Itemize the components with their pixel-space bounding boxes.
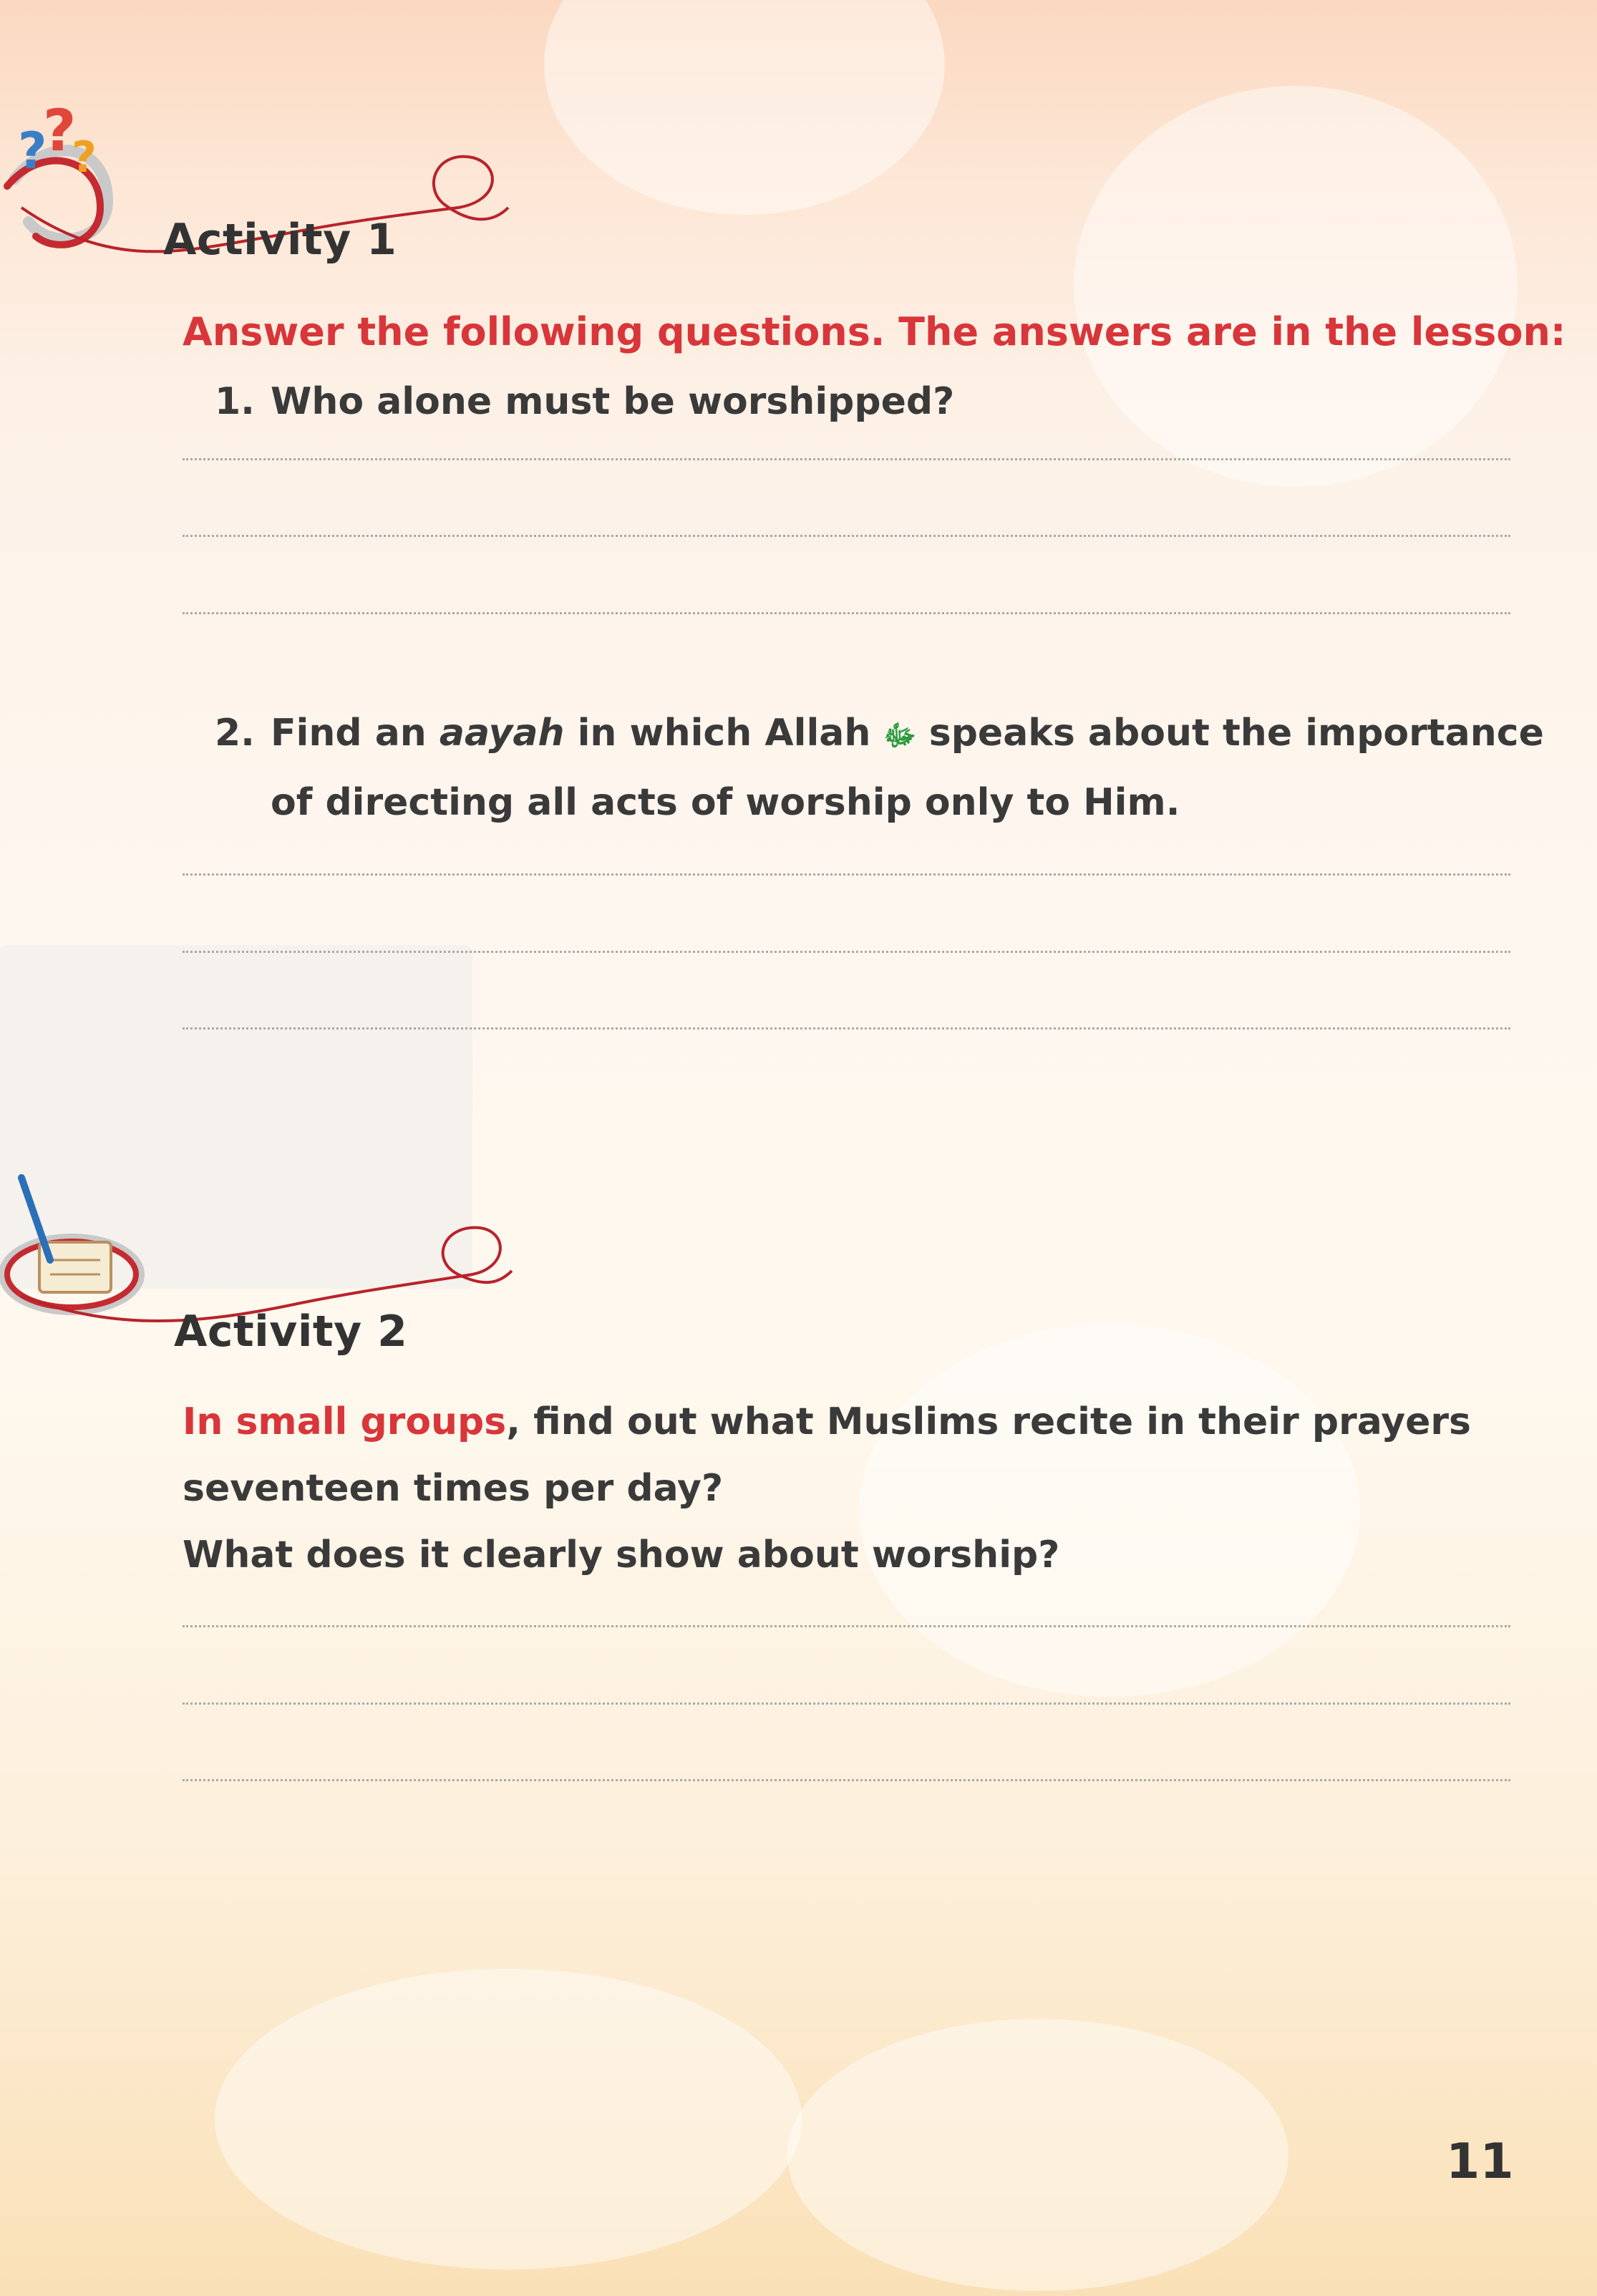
page-number: 11 [1446,2133,1514,2190]
question-2-text-before: Find an [271,712,440,755]
background-cloud [544,0,945,215]
activity-2-highlight: In small groups [183,1400,507,1443]
answer-line [183,535,1510,537]
answer-line [183,612,1510,614]
aayah-term: aayah [439,712,565,755]
question-2-number: 2. [215,712,255,755]
answer-line [183,951,1510,953]
activity-1-title: Activity 1 [163,215,397,265]
activity-2-prompt [183,1389,1471,1589]
activity-1-instruction: Answer the following questions. The answers are in the lesson: [183,309,1566,354]
answer-line [183,1779,1510,1781]
question-1 [215,369,955,435]
answer-line [183,873,1510,876]
question-2-line2: of directing all acts of worship only to Him. [271,781,1180,824]
answer-line [183,1702,1510,1705]
answer-line [183,1027,1510,1030]
answer-line [183,1625,1510,1627]
activity-2-line1: , find out what Muslims recite in their prayers [506,1400,1471,1443]
background-cloud [1074,86,1518,487]
background-cloud [787,2019,1288,2291]
honorific-glyph: ﷻ [883,720,916,752]
activity-2-title: Activity 2 [174,1307,408,1357]
activity-2-line2: seventeen times per day? [183,1467,724,1510]
svg-text:?: ? [43,100,77,164]
question-2 [215,700,1544,836]
svg-text:?: ? [18,122,47,180]
question-2-text-after: speaks about the importance [916,712,1544,755]
background-cloud [215,1969,802,2270]
question-1-number: 1. [215,380,255,423]
svg-text:?: ? [72,132,97,183]
answer-line [183,458,1510,460]
activity-2-line3: What does it clearly show about worship? [183,1534,1060,1576]
question-2-text-middle: in which Allah [564,712,884,755]
question-1-text: Who alone must be worshipped? [271,380,955,423]
